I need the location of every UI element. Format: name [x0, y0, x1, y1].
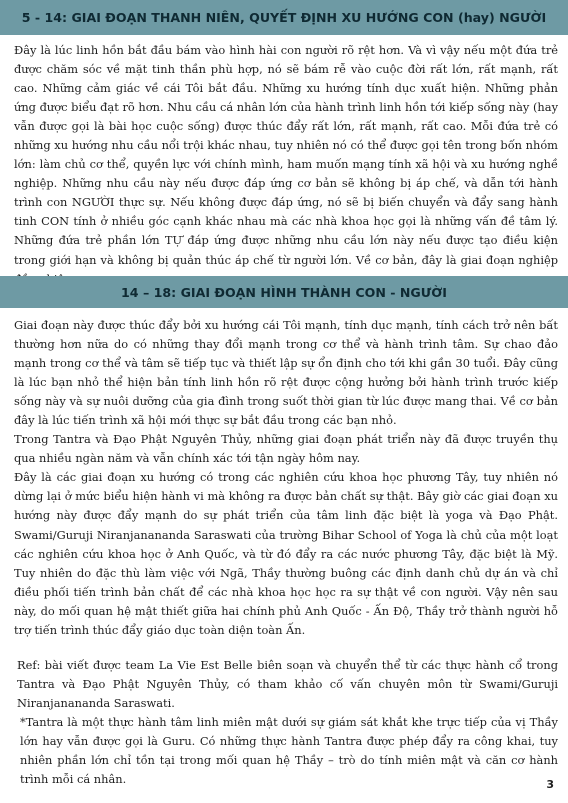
- section-heading: 5 - 14: GIAI ĐOẠN THANH NIÊN, QUYẾT ĐỊNH XU HƯỚNG CON (hay) NGƯỜI: [21, 10, 547, 25]
- paragraph: Đây là các giai đoạn xu hướng có trong các nghiên cứu khoa học phương Tây, tuy nhiên nó dừng lại ở mức biểu hiện hành vi mà không ra được bản chất sự thật. Bây giờ các giai đoạn xu hướng này được đẩy mạnh do sự phát triển của tâm linh đặc biệt là yoga và Đạo Phật. Swami/Guruji Niranjanananda Saraswati của trường Bihar School of Yoga là chủ của một loạt các nghiên cứu khoa học ở Anh Quốc, và từ đó đẩy ra các nước phương Tây, đặc biệt là Mỹ. Tuy nhiên do đặc thù làm việc với Ngã, Thầy thường buông các định danh chủ dự án và chỉ điều phối tiến trình bản chất để các nhà khoa học học ra sự thật về con người. Vậy nên sau này, do mối quan hệ mật thiết giữa hai chính phủ Anh Quốc - Ấn Độ, Thầy trở thành người hỗ trợ tiến trình thúc đẩy giáo dục toàn diện toàn Ấn.: [14, 470, 558, 637]
- reference-note: Ref: bài viết được team La Vie Est Belle biên soạn và chuyển thể từ các thực hành cổ trong Tantra và Đạo Phật Nguyên Thủy, có tham khảo cố vấn chuyên môn từ Swami/Guruji Niranjanananda Saraswati.: [17, 658, 558, 711]
- footnote: *Tantra là một thực hành tâm linh miên mật dưới sự giám sát khắt khe trực tiếp của vị Thầy lớn hay vẫn được gọi là Guru. Có những thực hành Tantra được phép đẩy ra công khai, tuy nhiên phần lớn chỉ tồn tại trong mối quan hệ Thầy – trò do tính miên mật và căn cơ hành trình mỗi cá nhân.: [20, 715, 558, 787]
- section-heading-band: [0, 276, 568, 308]
- paragraph: Trong Tantra và Đạo Phật Nguyên Thủy, những giai đoạn phát triển này đã được truyền thụ qua nhiều ngàn năm và vẫn chính xác tới tận ngày hôm nay.: [14, 432, 558, 466]
- section-body: [14, 316, 558, 640]
- section-body: [14, 41, 558, 289]
- page-number: 3: [546, 778, 554, 791]
- section-heading-band: [0, 0, 568, 35]
- references: [17, 656, 558, 789]
- section-heading: 14 – 18: GIAI ĐOẠN HÌNH THÀNH CON - NGƯỜI: [121, 284, 447, 300]
- paragraph: Giai đoạn này được thúc đẩy bởi xu hướng cái Tôi mạnh, tính dục mạnh, tính cách trở nên bất thường hơn nữa do có những thay đổi mạnh trong cơ thể và hành trình tâm. Sự chao đảo mạnh trong cơ thể và tâm sẽ tiếp tục và thiết lập sự ổn định cho tới khi gần 30 tuổi. Đây cũng là lúc bạn nhỏ thể hiện bản tính linh hồn rõ rệt được cộng hưởng bởi hành trình trước kiếp sống này và sự nuôi dưỡng của gia đình trong suốt thời gian từ lúc được mang thai. Về cơ bản đây là lúc tiến trình xã hội mới thực sự bắt đầu trong các bạn nhỏ.: [14, 318, 558, 428]
- paragraph: Đây là lúc linh hồn bắt đầu bám vào hình hài con người rõ rệt hơn. Và vì vậy nếu một đứa trẻ được chăm sóc về mặt tinh thần phù hợp, nó sẽ bám rễ vào cuộc đời rất lớn, rất mạnh, rất cao. Những cảm giác về cái Tôi bắt đầu. Những xu hướng tính dục xuất hiện. Những phản ứng được biểu đạt rõ hơn. Nhu cầu cá nhân lớn của hành trình linh hồn tới kiếp sống này (hay vẫn được gọi là bài học cuộc sống) được thúc đẩy rất lớn, rất mạnh, rất cao. Mỗi đứa trẻ có những xu hướng nhu cầu nổi trội khác nhau, tuy nhiên nó có thể được gọi tên trong bốn nhóm lớn: làm chủ cơ thể, quyền lực với chính mình, ham muốn mạng tính xã hội và xu hướng nghề nghiệp. Những nhu cầu này nếu được đáp ứng cơ bản sẽ không bị áp chế, và dẫn tới hành trình con NGƯỜI thực sự. Nếu không được đáp ứng, nó sẽ bị biến chuyển và đẩy sang hành tinh CON tính ở nhiều góc cạnh khác nhau mà các nhà khoa học gọi là những vấn đề tâm lý. Những đứa trẻ phần lớn TỰ đáp ứng được những nhu cầu lớn này nếu được tạo điều kiện trong giới hạn và không bị quản thúc áp chế từ người lớn. Về cơ bản, đây là giai đoạn nghiệp: [14, 43, 558, 267]
